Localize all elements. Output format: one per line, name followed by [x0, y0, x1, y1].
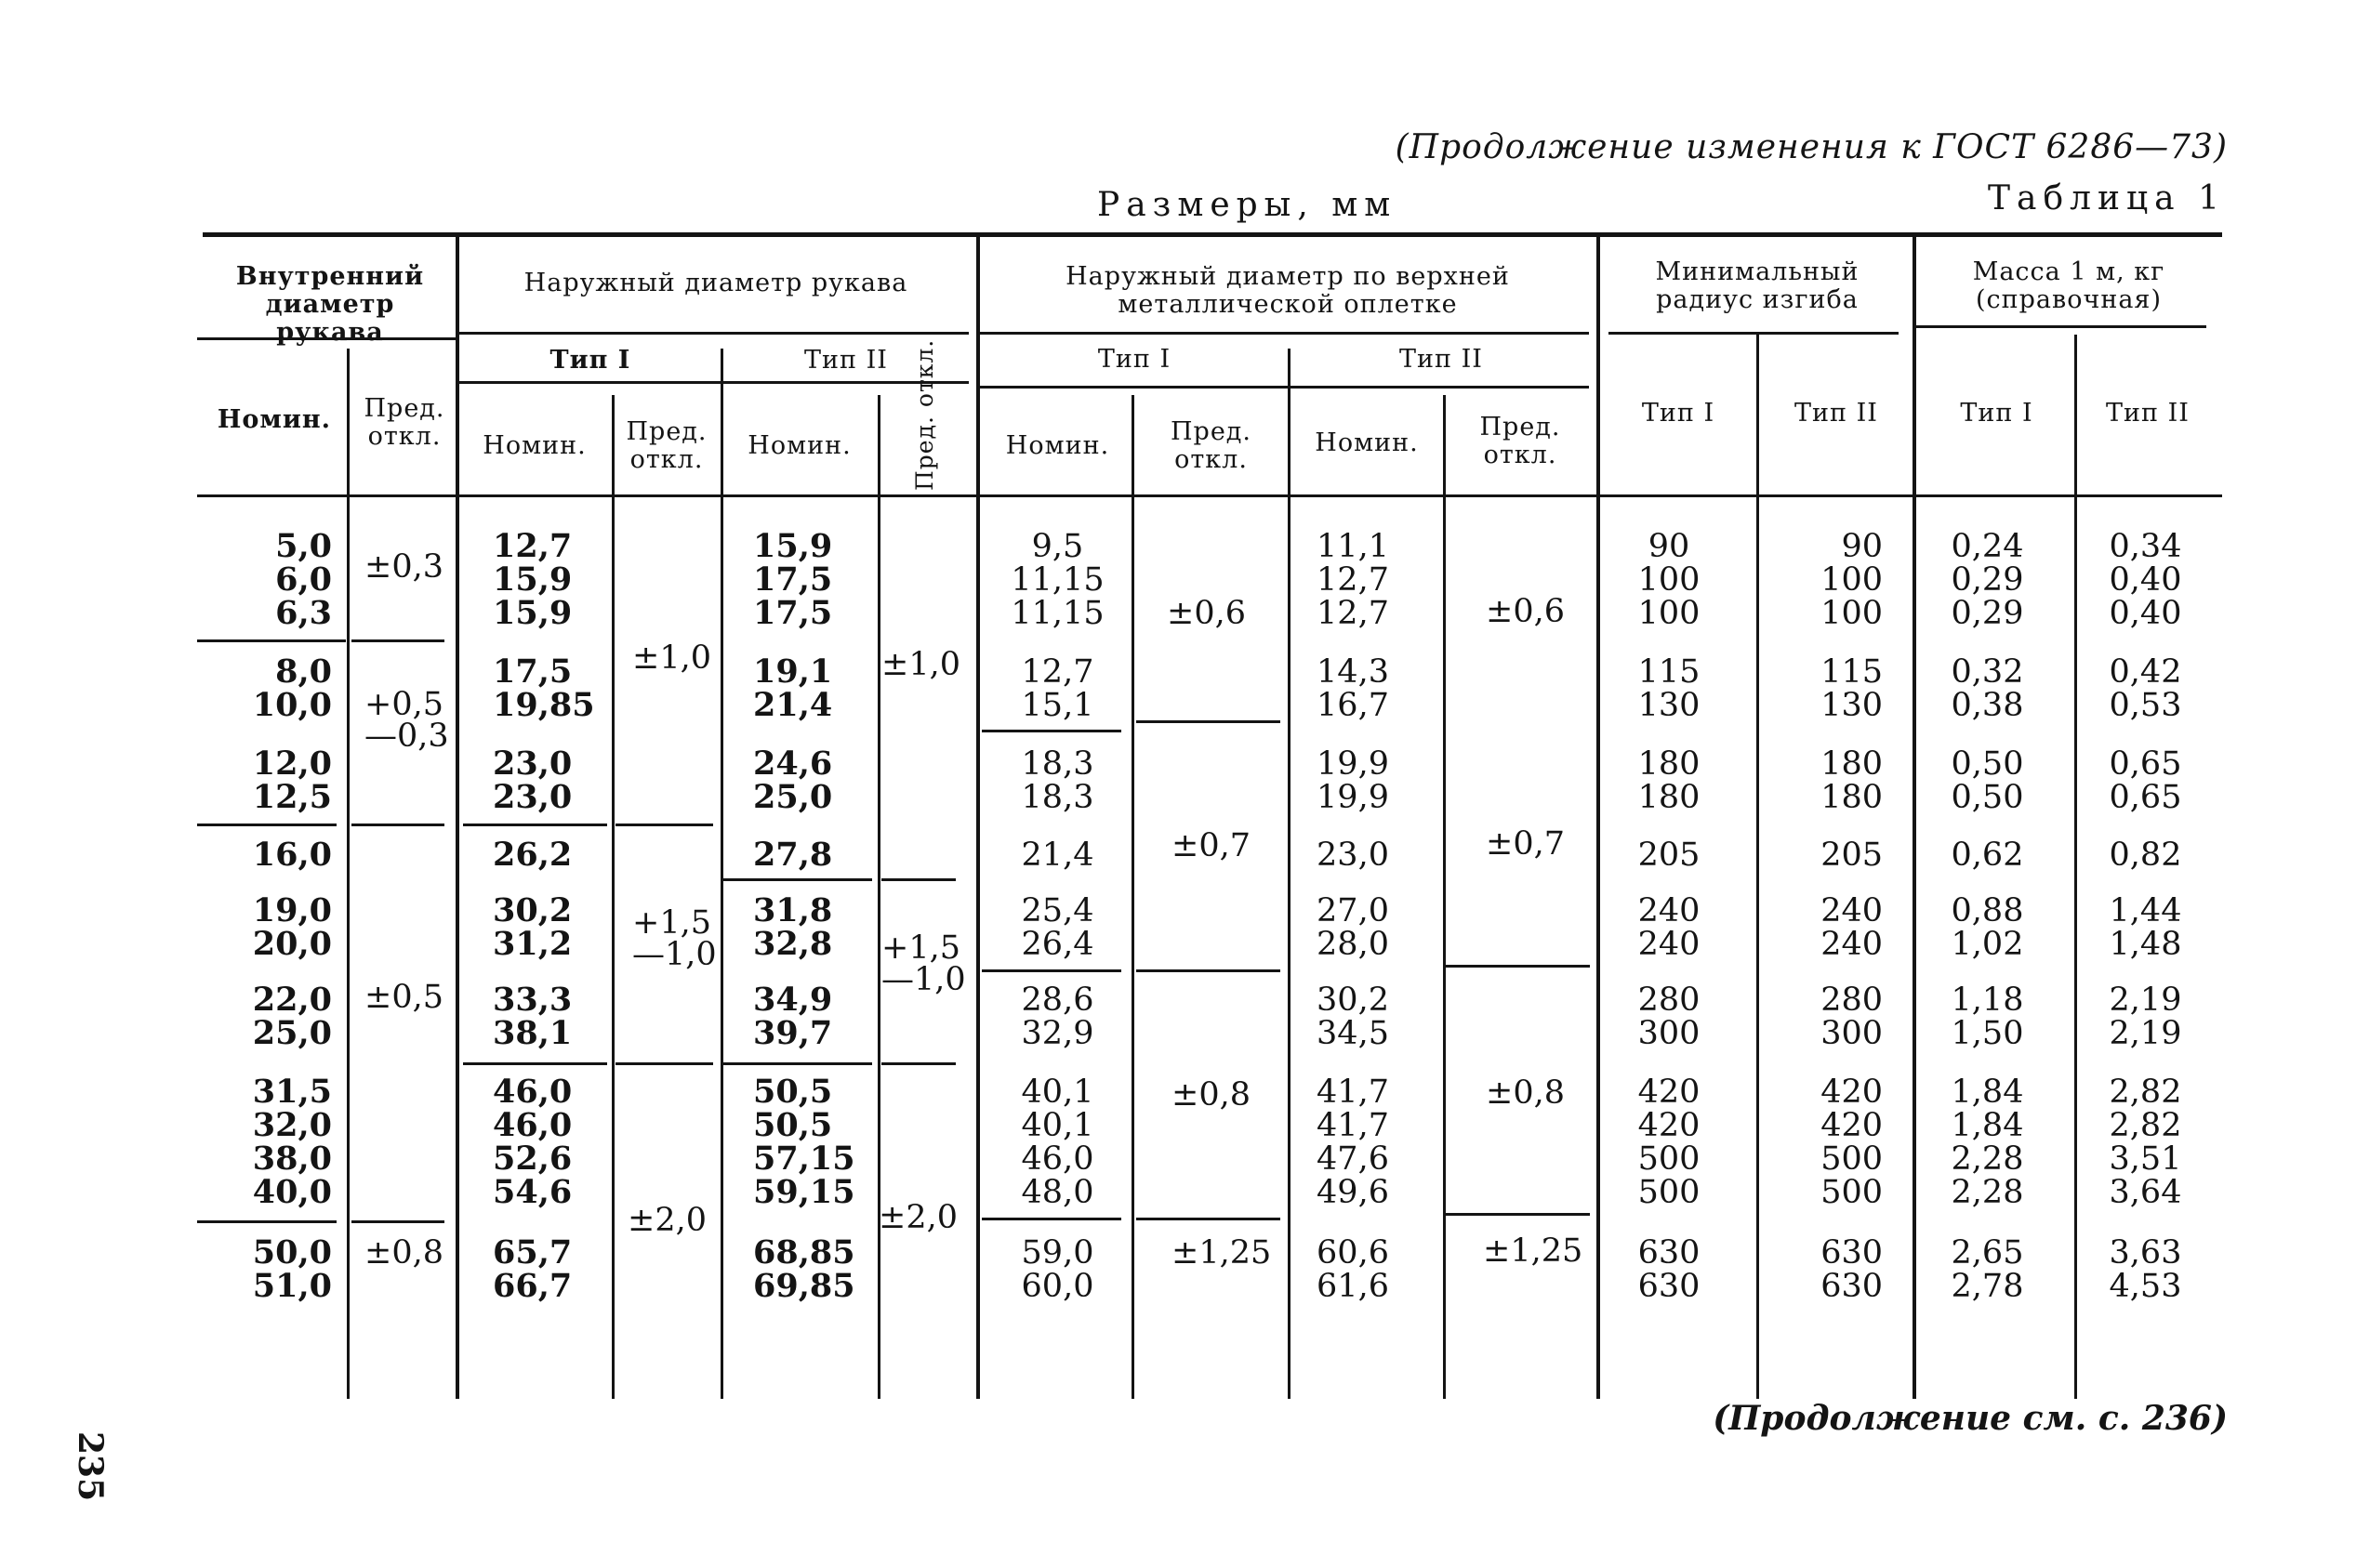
- table-cell: 26,4: [1021, 926, 1094, 963]
- table-cell: 11,15: [1011, 561, 1105, 599]
- table-cell: 19,9: [1317, 745, 1389, 783]
- braid-t1-tolerance-header: Пред. откл.: [1170, 417, 1251, 474]
- outer-t1-tolerance-header: Пред. откл.: [626, 417, 708, 474]
- table-cell: 3,64: [2109, 1174, 2182, 1211]
- outer-t2-tolerance-3: ±2,0: [879, 1199, 958, 1236]
- table-cell: 500: [1820, 1140, 1883, 1178]
- table-cell: 0,29: [1951, 595, 2024, 632]
- table-cell: 90: [1841, 528, 1883, 565]
- table-cell: 420: [1820, 1107, 1883, 1144]
- table-cell: 0,53: [2109, 687, 2182, 724]
- braid-type1-header: Тип I: [1097, 345, 1171, 374]
- table-cell: 54,6: [493, 1173, 573, 1211]
- continuation-note: (Продолжение изменения к ГОСТ 6286—73): [1395, 128, 2228, 166]
- table-cell: 19,0: [252, 891, 332, 929]
- table-cell: 34,5: [1317, 1015, 1389, 1052]
- table-cell: 21,4: [1021, 837, 1094, 874]
- table-cell: 25,0: [252, 1014, 332, 1052]
- table-cell: 1,84: [1951, 1074, 2024, 1111]
- table-cell: 0,50: [1951, 779, 2024, 816]
- outer-t1-tolerance-3: ±2,0: [628, 1202, 707, 1239]
- braid-t1-tolerance-3: ±1,25: [1171, 1234, 1272, 1272]
- table-cell: 27,8: [753, 836, 833, 874]
- table-cell: 30,2: [1317, 982, 1389, 1019]
- col-mass: Масса 1 м, кг (справочная): [1972, 257, 2165, 314]
- table-cell: 28,0: [1317, 926, 1389, 963]
- table-label: Таблица 1: [1988, 179, 2226, 217]
- table-cell: 100: [1637, 595, 1701, 632]
- table-cell: 630: [1820, 1234, 1883, 1272]
- table-cell: 1,18: [1951, 982, 2024, 1019]
- table-cell: 1,48: [2109, 926, 2182, 963]
- table-cell: 39,7: [753, 1014, 833, 1052]
- table-cell: 11,1: [1317, 528, 1389, 565]
- table-cell: 21,4: [753, 686, 833, 724]
- table-cell: 17,5: [753, 594, 833, 632]
- col-outer-diameter: Наружный диаметр рукава: [523, 269, 908, 297]
- table-cell: 16,0: [252, 836, 332, 874]
- outer-t1-tolerance-1: +1,5: [632, 904, 711, 942]
- outer-t1-tolerance-2: —1,0: [632, 936, 717, 973]
- table-cell: 0,34: [2109, 528, 2182, 565]
- table-cell: 0,88: [1951, 892, 2024, 929]
- table-cell: 130: [1820, 687, 1883, 724]
- outer-t2-tolerance-0: ±1,0: [881, 646, 960, 683]
- table-cell: 115: [1820, 653, 1883, 691]
- table-cell: 50,5: [753, 1073, 833, 1111]
- table-cell: 59,15: [753, 1173, 855, 1211]
- table-cell: 420: [1637, 1107, 1701, 1144]
- table-cell: 205: [1820, 837, 1883, 874]
- continuation-footer: (Продолжение см. с. 236): [1713, 1399, 2228, 1438]
- inner-tolerance-3: ±0,5: [364, 979, 443, 1016]
- table-cell: 10,0: [252, 686, 332, 724]
- table-cell: 57,15: [753, 1140, 855, 1178]
- braid-t1-tolerance-0: ±0,6: [1167, 595, 1246, 632]
- table-cell: 18,3: [1021, 745, 1094, 783]
- table-cell: 31,5: [252, 1073, 332, 1111]
- page-number: 235: [71, 1431, 110, 1502]
- table-cell: 280: [1637, 982, 1701, 1019]
- table-cell: 38,0: [252, 1140, 332, 1178]
- table-cell: 100: [1637, 561, 1701, 599]
- table-cell: 5,0: [275, 527, 332, 565]
- table-cell: 15,9: [493, 594, 573, 632]
- table-cell: 27,0: [1317, 892, 1389, 929]
- inner-tolerance-0: ±0,3: [364, 548, 443, 586]
- table-cell: 0,40: [2109, 595, 2182, 632]
- table-cell: 9,5: [1031, 528, 1084, 565]
- table-cell: 17,5: [753, 560, 833, 599]
- table-cell: 66,7: [493, 1267, 573, 1305]
- braid-t2-tolerance-0: ±0,6: [1486, 593, 1565, 630]
- table-cell: 100: [1820, 561, 1883, 599]
- table-cell: 50,0: [252, 1233, 332, 1272]
- table-cell: 2,82: [2109, 1074, 2182, 1111]
- table-cell: 2,78: [1951, 1268, 2024, 1305]
- table-cell: 31,8: [753, 891, 833, 929]
- table-cell: 90: [1648, 528, 1690, 565]
- table-cell: 12,7: [1317, 595, 1389, 632]
- table-cell: 28,6: [1021, 982, 1094, 1019]
- braid-t1-tolerance-2: ±0,8: [1171, 1076, 1251, 1113]
- table-cell: 49,6: [1317, 1174, 1389, 1211]
- table-cell: 14,3: [1317, 653, 1389, 691]
- table-cell: 2,82: [2109, 1107, 2182, 1144]
- radius-type2-header: Тип II: [1794, 399, 1878, 428]
- table-cell: 630: [1637, 1268, 1701, 1305]
- table-cell: 52,6: [493, 1140, 573, 1178]
- table-cell: 500: [1637, 1174, 1701, 1211]
- table-cell: 46,0: [493, 1106, 573, 1144]
- mass-type2-header: Тип II: [2106, 399, 2190, 428]
- table-cell: 1,02: [1951, 926, 2024, 963]
- table-cell: 38,1: [493, 1014, 573, 1052]
- inner-tolerance-header: Пред. откл.: [364, 394, 445, 451]
- col-braid-diameter: Наружный диаметр по верхней металлической оплетке: [1065, 262, 1510, 319]
- table-cell: 180: [1820, 779, 1883, 816]
- table-cell: 3,51: [2109, 1140, 2182, 1178]
- radius-type1-header: Тип I: [1641, 399, 1715, 428]
- table-cell: 12,5: [252, 778, 332, 816]
- table-cell: 47,6: [1317, 1140, 1389, 1178]
- braid-t2-tolerance-1: ±0,7: [1486, 825, 1565, 863]
- table-cell: 240: [1820, 926, 1883, 963]
- table-cell: 4,53: [2109, 1268, 2182, 1305]
- inner-tolerance-4: ±0,8: [364, 1234, 443, 1272]
- table-cell: 32,8: [753, 925, 833, 963]
- table-cell: 15,9: [493, 560, 573, 599]
- table-cell: 240: [1820, 892, 1883, 929]
- table-cell: 69,85: [753, 1267, 855, 1305]
- table-cell: 300: [1820, 1015, 1883, 1052]
- table-cell: 115: [1637, 653, 1701, 691]
- outer-t2-tolerance-1: +1,5: [881, 929, 960, 967]
- table-cell: 68,85: [753, 1233, 855, 1272]
- table-cell: 23,0: [493, 744, 573, 783]
- braid-t1-nominal-header: Номин.: [1005, 431, 1110, 460]
- braid-t2-nominal-header: Номин.: [1315, 428, 1419, 457]
- table-cell: 19,85: [493, 686, 595, 724]
- outer-t2-nominal-header: Номин.: [748, 431, 852, 460]
- table-cell: 2,28: [1951, 1140, 2024, 1178]
- table-cell: 24,6: [753, 744, 833, 783]
- table-cell: 0,38: [1951, 687, 2024, 724]
- table-cell: 41,7: [1317, 1074, 1389, 1111]
- table-cell: 65,7: [493, 1233, 573, 1272]
- table-cell: 0,65: [2109, 745, 2182, 783]
- table-cell: 19,1: [753, 652, 833, 691]
- table-cell: 25,0: [753, 778, 833, 816]
- table-cell: 2,28: [1951, 1174, 2024, 1211]
- table-cell: 19,9: [1317, 779, 1389, 816]
- table-cell: 0,24: [1951, 528, 2024, 565]
- table-cell: 420: [1820, 1074, 1883, 1111]
- table-cell: 0,50: [1951, 745, 2024, 783]
- table-cell: 500: [1820, 1174, 1883, 1211]
- table-cell: 280: [1820, 982, 1883, 1019]
- inner-tolerance-1: +0,5: [364, 686, 443, 723]
- table-cell: 40,1: [1021, 1074, 1094, 1111]
- table-cell: 15,1: [1021, 687, 1094, 724]
- table-cell: 6,0: [275, 560, 332, 599]
- table-cell: 12,7: [1317, 561, 1389, 599]
- table-cell: 40,1: [1021, 1107, 1094, 1144]
- table-cell: 61,6: [1317, 1268, 1389, 1305]
- table-cell: 3,63: [2109, 1234, 2182, 1272]
- table-cell: 100: [1820, 595, 1883, 632]
- table-cell: 12,0: [252, 744, 332, 783]
- table-cell: 130: [1637, 687, 1701, 724]
- outer-t2-tolerance-header: Пред. откл.: [911, 338, 938, 491]
- inner-tolerance-2: —0,3: [364, 718, 449, 755]
- table-cell: 23,0: [493, 778, 573, 816]
- table-cell: 32,0: [252, 1106, 332, 1144]
- table-cell: 17,5: [493, 652, 573, 691]
- table-cell: 40,0: [252, 1173, 332, 1211]
- braid-t2-tolerance-3: ±1,25: [1483, 1232, 1583, 1270]
- table-cell: 11,15: [1011, 595, 1105, 632]
- table-cell: 205: [1637, 837, 1701, 874]
- table-cell: 59,0: [1021, 1234, 1094, 1272]
- table-cell: 51,0: [252, 1267, 332, 1305]
- table-cell: 31,2: [493, 925, 573, 963]
- table-cell: 180: [1637, 745, 1701, 783]
- table-cell: 23,0: [1317, 837, 1389, 874]
- table-cell: 180: [1820, 745, 1883, 783]
- table-cell: 60,0: [1021, 1268, 1094, 1305]
- table-cell: 12,7: [1021, 653, 1094, 691]
- table-cell: 18,3: [1021, 779, 1094, 816]
- inner-nominal-header: Номин.: [217, 405, 332, 434]
- table-cell: 0,65: [2109, 779, 2182, 816]
- table-cell: 25,4: [1021, 892, 1094, 929]
- table-cell: 2,19: [2109, 1015, 2182, 1052]
- table-cell: 0,42: [2109, 653, 2182, 691]
- col-bend-radius: Минимальный радиус изгиба: [1655, 257, 1860, 314]
- table-cell: 300: [1637, 1015, 1701, 1052]
- braid-t2-tolerance-2: ±0,8: [1486, 1074, 1565, 1112]
- table-cell: 2,19: [2109, 982, 2182, 1019]
- outer-t1-nominal-header: Номин.: [483, 431, 587, 460]
- table-cell: 30,2: [493, 891, 573, 929]
- outer-t1-tolerance-0: ±1,0: [632, 639, 711, 677]
- table-cell: 630: [1637, 1234, 1701, 1272]
- table-cell: 1,50: [1951, 1015, 2024, 1052]
- table-cell: 180: [1637, 779, 1701, 816]
- table-cell: 41,7: [1317, 1107, 1389, 1144]
- mass-type1-header: Тип I: [1960, 399, 2033, 428]
- table-cell: 0,40: [2109, 561, 2182, 599]
- table-cell: 6,3: [275, 594, 332, 632]
- table-cell: 240: [1637, 892, 1701, 929]
- table-cell: 0,32: [1951, 653, 2024, 691]
- table-cell: 0,62: [1951, 837, 2024, 874]
- table-cell: 500: [1637, 1140, 1701, 1178]
- table-cell: 50,5: [753, 1106, 833, 1144]
- braid-type2-header: Тип II: [1399, 345, 1483, 374]
- outer-t2-tolerance-2: —1,0: [881, 961, 966, 998]
- table-cell: 0,29: [1951, 561, 2024, 599]
- table-cell: 48,0: [1021, 1174, 1094, 1211]
- outer-type2-header: Тип II: [804, 346, 888, 375]
- table-cell: 46,0: [1021, 1140, 1094, 1178]
- table-cell: 60,6: [1317, 1234, 1389, 1272]
- table-cell: 22,0: [252, 981, 332, 1019]
- table-cell: 15,9: [753, 527, 833, 565]
- table-cell: 1,84: [1951, 1107, 2024, 1144]
- sizes-label: Размеры, мм: [1097, 186, 1397, 224]
- braid-t1-tolerance-1: ±0,7: [1171, 827, 1251, 864]
- outer-type1-header: Тип I: [549, 346, 631, 375]
- table-cell: 32,9: [1021, 1015, 1094, 1052]
- braid-t2-tolerance-header: Пред. откл.: [1479, 413, 1561, 469]
- table-cell: 420: [1637, 1074, 1701, 1111]
- table-cell: 2,65: [1951, 1234, 2024, 1272]
- table-cell: 8,0: [275, 652, 332, 691]
- col-inner-diameter: Внутренний диаметр рукава: [235, 262, 425, 347]
- table-cell: 0,82: [2109, 837, 2182, 874]
- table-cell: 12,7: [493, 527, 573, 565]
- table-cell: 26,2: [493, 836, 573, 874]
- table-cell: 33,3: [493, 981, 573, 1019]
- table-cell: 34,9: [753, 981, 833, 1019]
- table-cell: 630: [1820, 1268, 1883, 1305]
- table-cell: 46,0: [493, 1073, 573, 1111]
- table-cell: 20,0: [252, 925, 332, 963]
- table-cell: 1,44: [2109, 892, 2182, 929]
- table-cell: 240: [1637, 926, 1701, 963]
- table-cell: 16,7: [1317, 687, 1389, 724]
